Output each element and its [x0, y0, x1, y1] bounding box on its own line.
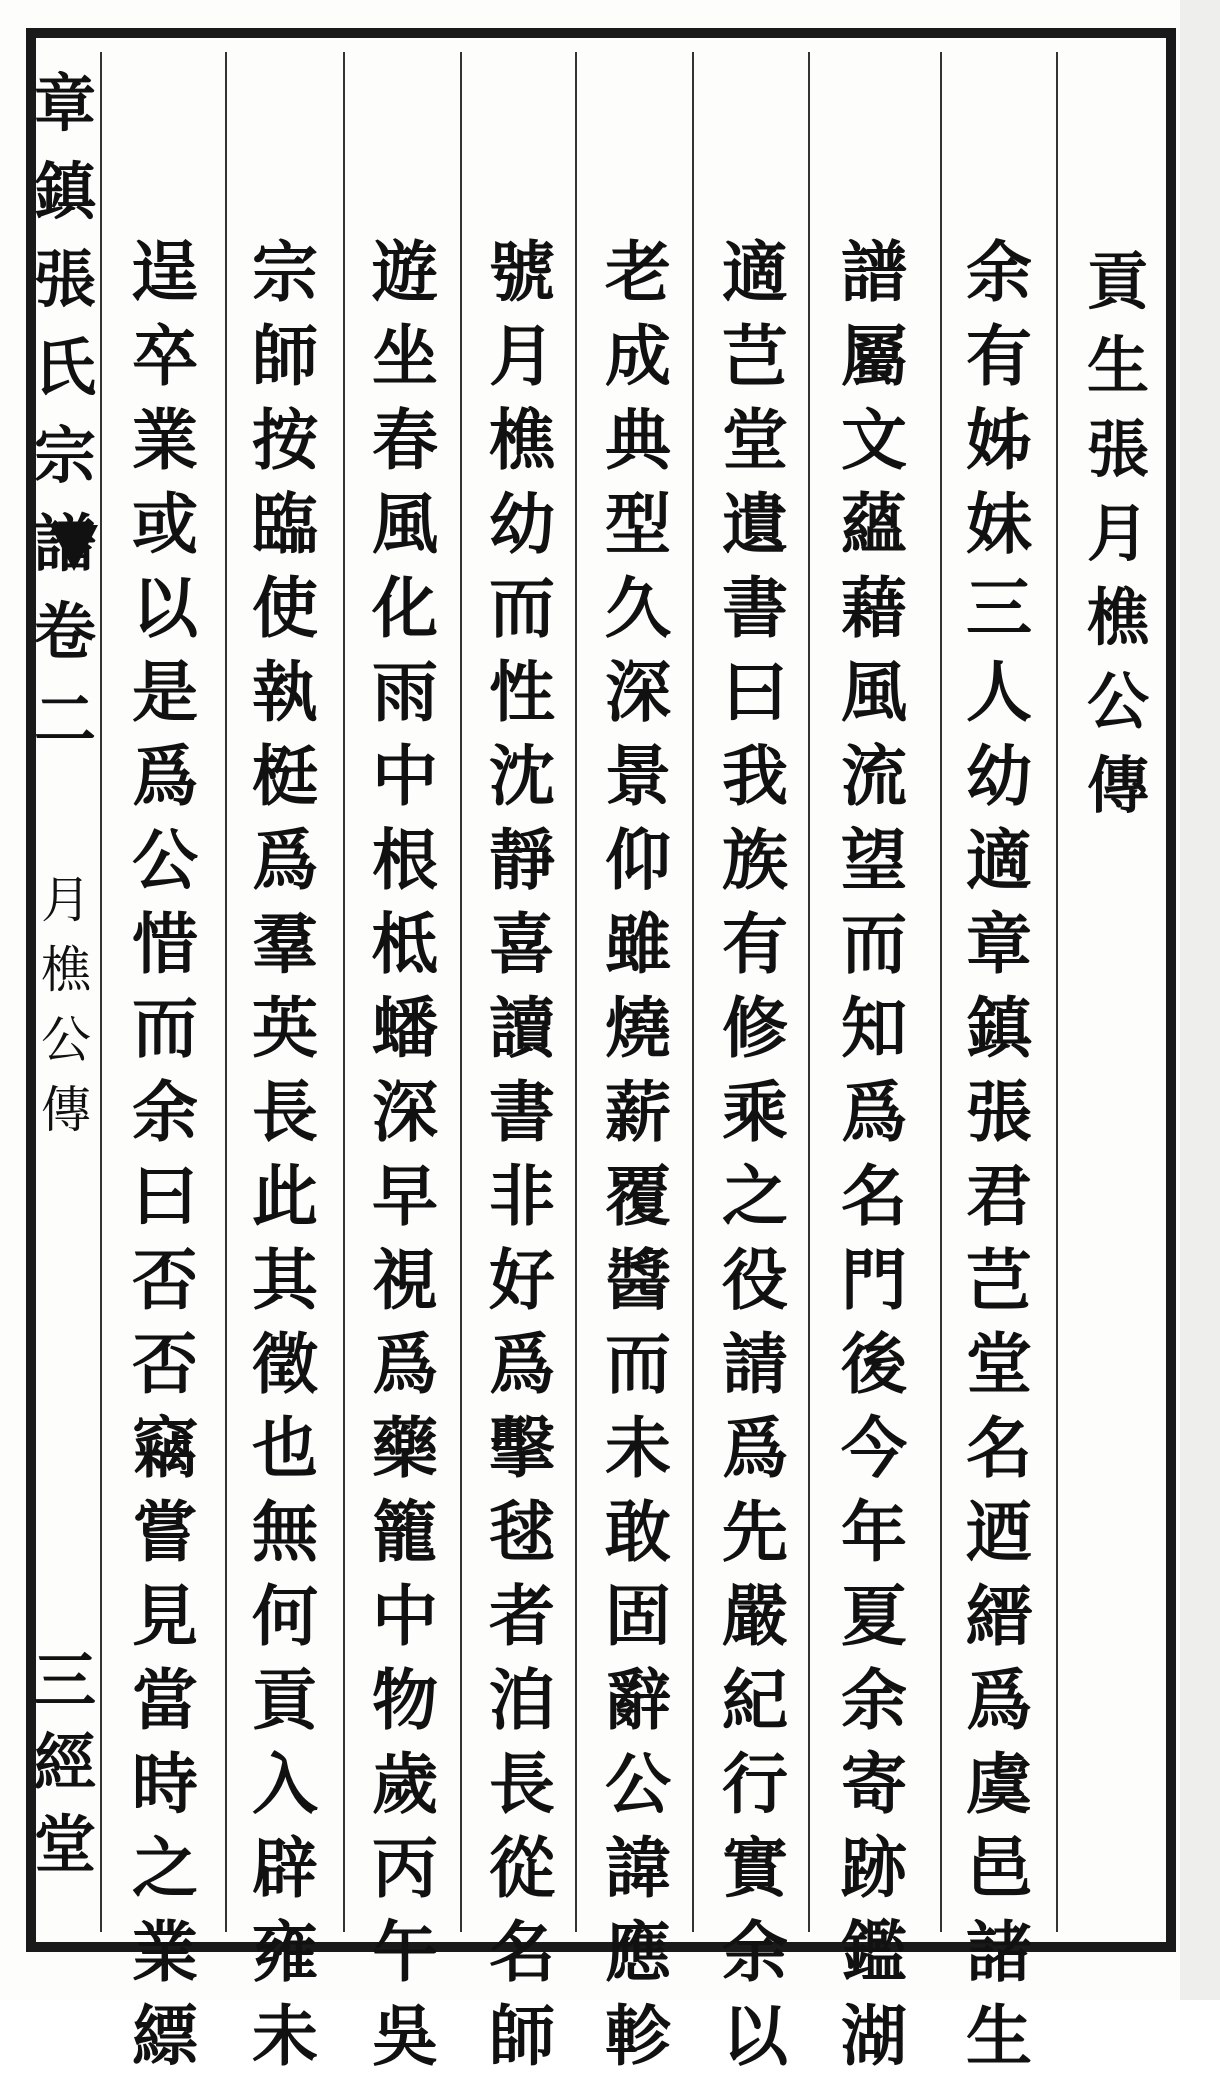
- text-column: 宗師按臨使執梃爲羣英長此其徵也無何貢入辟雍未: [252, 233, 318, 2075]
- hall-name: 三經堂: [33, 1644, 96, 1881]
- fishtail-mark: [50, 525, 98, 571]
- text-column: 適芑堂遺書曰我族有修乘之役請爲先嚴紀行實余以: [722, 233, 788, 2075]
- page-margin: [1180, 0, 1220, 2000]
- column-line: [225, 52, 227, 1932]
- column-line: [1056, 52, 1058, 1932]
- text-column: 余有姊妹三人幼適章鎮張君芑堂名迺縉爲虞邑諸生: [966, 233, 1032, 2075]
- banxin-title: [30, 60, 100, 764]
- text-column: 號月樵幼而性沈靜喜讀書非好爲擊毬者洎長從名師: [489, 233, 555, 2075]
- text-column: 貢生張月樵公傳: [1086, 245, 1149, 822]
- text-column: 遊坐春風化雨中根柢蟠深早視爲藥籠中物歲丙午吳: [372, 233, 438, 2075]
- chapter-label: 月樵公傳: [41, 871, 91, 1139]
- column-line: [460, 52, 462, 1932]
- text-column: 老成典型久深景仰雖燒薪覆醬而未敢固辭公諱應軫: [605, 233, 671, 2075]
- column-line: [343, 52, 345, 1932]
- column-line: [940, 52, 942, 1932]
- text-column: 逞卒業或以是爲公惜而余曰否否竊嘗見當時之業縹: [132, 233, 198, 2075]
- column-line: [100, 52, 102, 1932]
- volume-label: 卷二: [33, 595, 96, 756]
- banxin-strip: [30, 60, 100, 1920]
- book-title: 章鎮張氏宗譜: [33, 67, 96, 580]
- text-column: 譜屬文蘊藉風流望而知爲名門後今年夏余寄跡鑑湖: [841, 233, 907, 2075]
